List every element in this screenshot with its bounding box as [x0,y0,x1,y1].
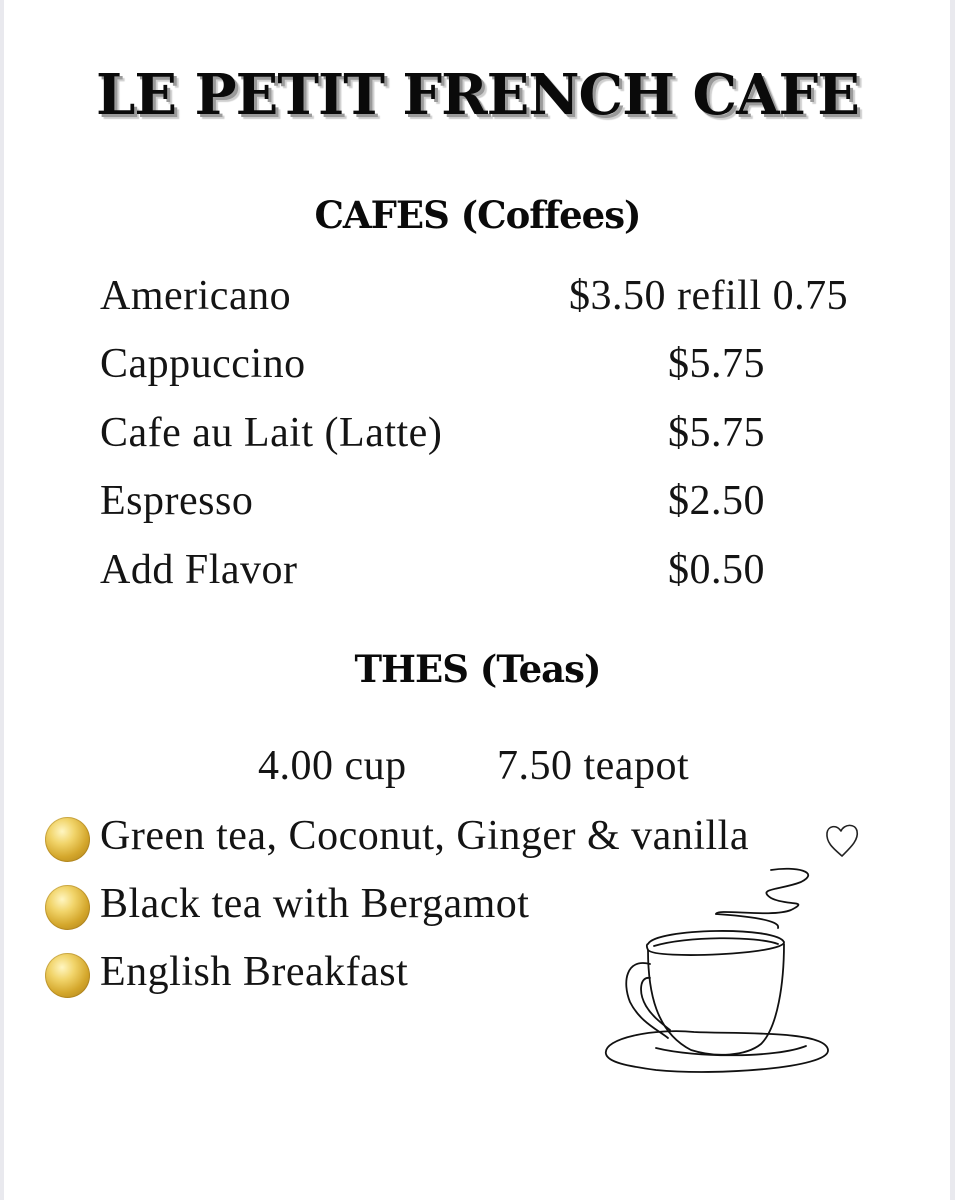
tea-section-heading: THES (Teas) [354,647,601,691]
coffee-item-price: $0.50 [668,547,765,593]
tea-teapot-price: 7.50 teapot [497,743,690,789]
menu-title: LE PETIT FRENCH CAFE [96,62,859,128]
coffee-item-price: $3.50 refill 0.75 [569,273,849,319]
heart-outline-icon [822,818,862,862]
coffee-item-name: Espresso [100,478,254,524]
coffee-item-name: Add Flavor [100,547,298,593]
coffee-item-name: Cafe au Lait (Latte) [100,410,443,456]
coffee-item-price: $2.50 [668,478,765,524]
coffee-item-price: $5.75 [668,341,765,387]
coffee-item-price: $5.75 [668,410,765,456]
page-border-left [0,0,4,1200]
coffee-item-name: Americano [100,273,292,319]
coffee-item-name: Cappuccino [100,341,306,387]
gold-circle-icon [45,885,90,930]
gold-circle-icon [45,953,90,998]
page-border-right [950,0,955,1200]
tea-cup-price: 4.00 cup [258,743,407,789]
tea-item-name: Green tea, Coconut, Ginger & vanilla [100,813,749,859]
tea-item-name: Black tea with Bergamot [100,881,530,927]
coffee-cup-illustration [596,862,836,1082]
coffee-section-heading: CAFES (Coffees) [314,193,641,237]
gold-circle-icon [45,817,90,862]
tea-item-name: English Breakfast [100,949,409,995]
